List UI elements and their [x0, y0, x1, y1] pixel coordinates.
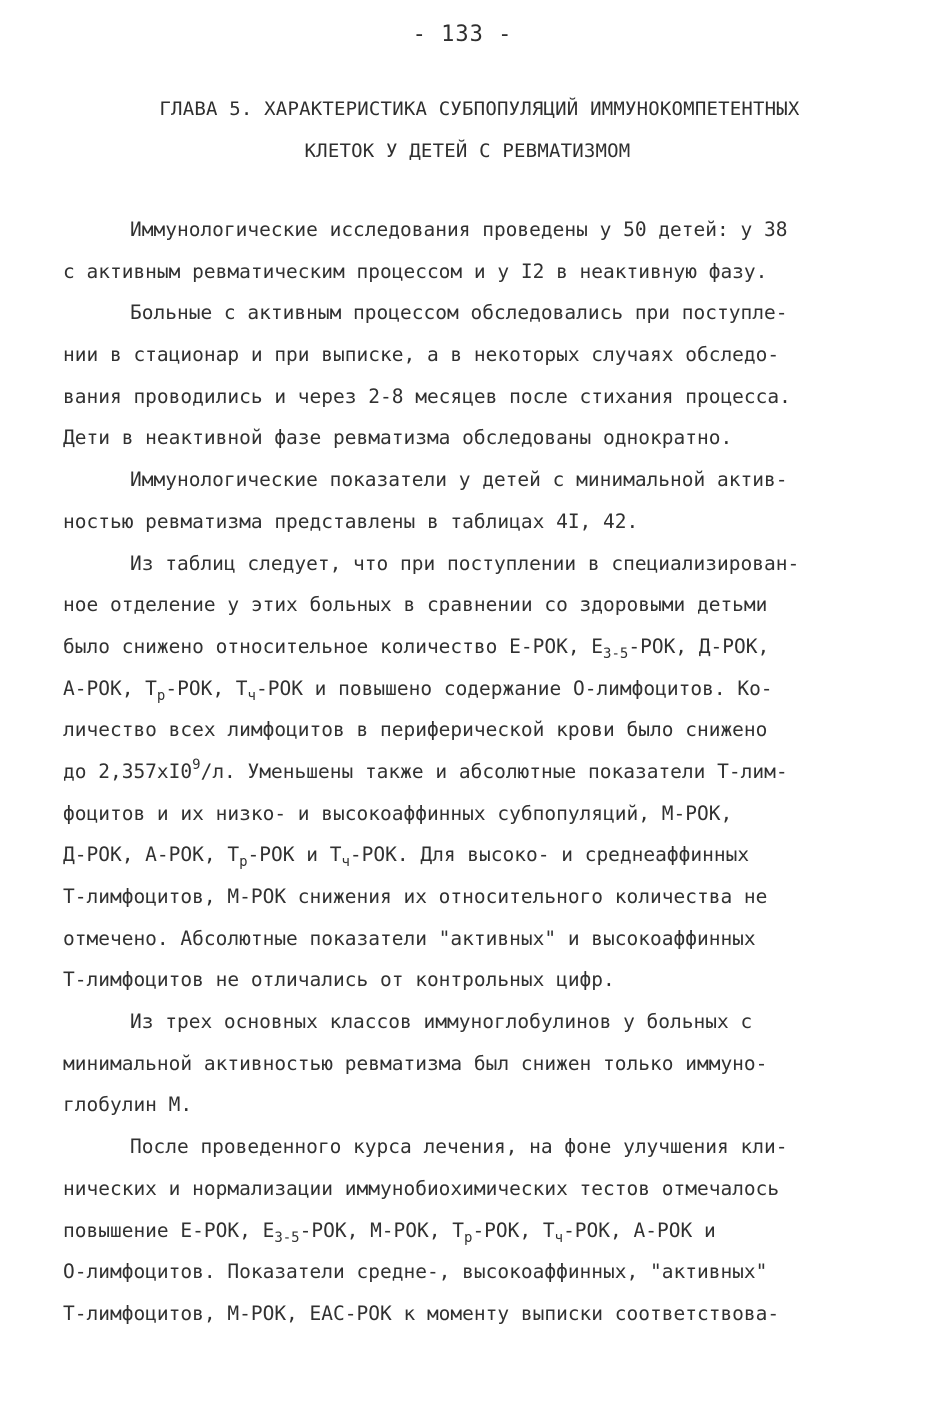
chapter-title: [0, 88, 925, 172]
subscript: ч: [341, 854, 350, 871]
chapter-title-line-1: ГЛАВА 5. ХАРАКТЕРИСТИКА СУБПОПУЛЯЦИЙ ИММУНОКОМПЕТЕНТНЫХ: [159, 98, 800, 120]
text-line: Т-лимфоцитов, М-РОК, ЕАС-РОК к моменту выписки соответствова-: [63, 1301, 780, 1325]
paragraph: [63, 1126, 863, 1334]
text-line: личество всех лимфоцитов в периферической крови было снижено: [63, 718, 768, 742]
text-line: Больные с активным процессом обследовались при поступле-: [130, 301, 788, 325]
body-text: [63, 209, 863, 1335]
page-number: - 133 -: [412, 22, 513, 47]
text-line: [63, 1210, 863, 1252]
paragraph: [63, 459, 863, 542]
chapter-title-line-2: КЛЕТОК У ДЕТЕЙ С РЕВМАТИЗМОМ: [304, 140, 631, 162]
text-segment: -РОК, Д-РОК,: [628, 634, 770, 658]
text-line: отмечено. Абсолютные показатели "активных" и высокоаффинных: [63, 926, 756, 950]
text-segment: -РОК. Для высоко- и среднеаффинных: [349, 843, 750, 867]
text-line: фоцитов и их низко- и высокоаффинных субпопуляций, М-РОК,: [63, 801, 733, 825]
text-segment: -РОК, Т: [472, 1218, 555, 1242]
text-segment: повышение Е-РОК, Е: [63, 1218, 275, 1242]
text-line: Иммунологические показатели у детей с минимальной актив-: [130, 468, 788, 492]
text-line: глобулин М.: [63, 1093, 193, 1117]
paragraph: [63, 209, 863, 292]
subscript: р: [156, 687, 166, 704]
text-segment: -РОК, М-РОК, Т: [299, 1218, 464, 1242]
text-line: После проведенного курса лечения, на фоне улучшения кли-: [130, 1135, 788, 1159]
text-line: Из трех основных классов иммуноглобулинов у больных с: [130, 1010, 753, 1034]
text-line: Из таблиц следует, что при поступлении в специализирован-: [130, 551, 800, 575]
text-line: с активным ревматическим процессом и у I2 в неактивную фазу.: [63, 259, 768, 283]
text-segment: -РОК, А-РОК и: [563, 1218, 716, 1242]
text-line: минимальной активностью ревматизма был снижен только иммуно-: [63, 1051, 768, 1075]
text-segment: -РОК и повышено содержание О-лимфоцитов. Ко-: [255, 676, 773, 700]
text-segment: /л. Уменьшены также и абсолютные показатели Т-лим-: [200, 759, 788, 783]
subscript: 3-5: [603, 645, 629, 662]
text-segment: было снижено относительное количество Е-РОК, Е: [63, 634, 604, 658]
text-line: Иммунологические исследования проведены у 50 детей: у 38: [130, 218, 788, 241]
subscript: ч: [247, 687, 256, 704]
subscript: р: [239, 854, 248, 871]
superscript: 9: [192, 756, 201, 773]
text-line: нических и нормализации иммунобиохимических тестов отмечалось: [63, 1176, 780, 1200]
text-line: [63, 751, 863, 793]
text-segment: -РОК и Т: [247, 843, 342, 867]
text-line: ное отделение у этих больных в сравнении со здоровыми детьми: [63, 593, 768, 617]
text-line: вания проводились и через 2-8 месяцев после стихания процесса.: [63, 384, 791, 408]
text-line: Дети в неактивной фазе ревматизма обследованы однократно.: [63, 426, 733, 450]
paragraph: [63, 292, 863, 459]
text-segment: Д-РОК, А-РОК, Т: [63, 843, 240, 867]
subscript: р: [464, 1229, 473, 1246]
text-line: [63, 626, 863, 668]
text-segment: А-РОК, Т: [63, 676, 157, 700]
subscript: ч: [554, 1229, 564, 1246]
paragraph: [63, 543, 863, 1002]
text-segment: -РОК, Т: [165, 676, 248, 700]
text-line: Т-лимфоцитов, М-РОК снижения их относительного количества не: [63, 885, 768, 908]
text-line: О-лимфоцитов. Показатели средне-, высокоаффинных, "активных": [63, 1260, 768, 1284]
text-line: ностью ревматизма представлены в таблицах 4I, 42.: [63, 509, 639, 533]
paragraph: [63, 1001, 863, 1126]
text-segment: до 2,357хI0: [63, 759, 193, 783]
text-line: [63, 668, 863, 710]
subscript: 3-5: [274, 1229, 300, 1246]
text-line: Т-лимфоцитов не отличались от контрольных цифр.: [63, 968, 615, 992]
text-line: нии в стационар и при выписке, а в некоторых случаях обследо-: [63, 343, 780, 367]
text-line: [63, 834, 863, 876]
